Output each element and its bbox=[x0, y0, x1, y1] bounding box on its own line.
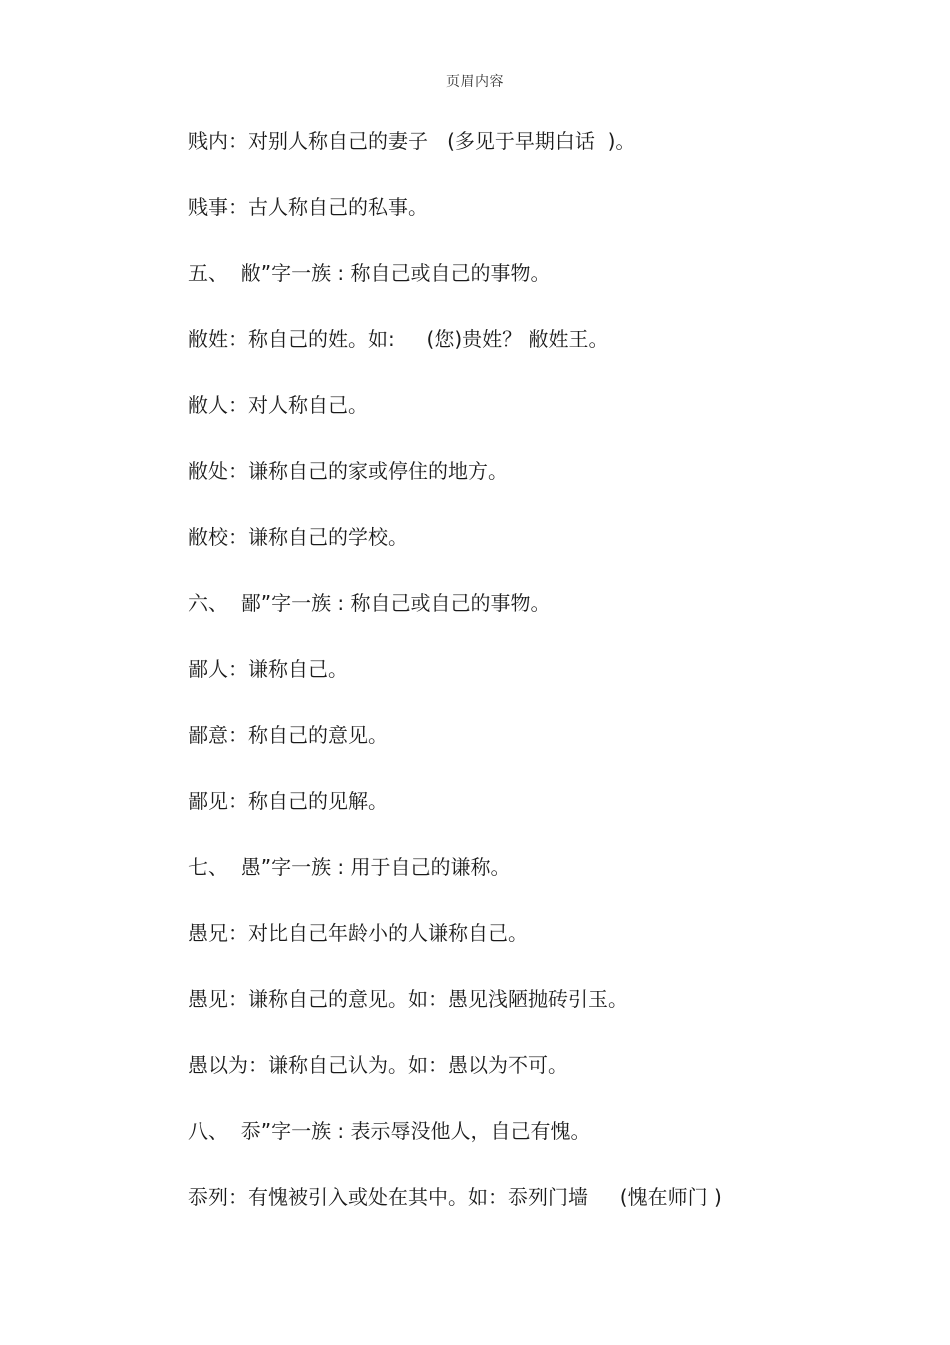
text-line: 敝姓：称自己的姓。如: (您)贵姓？ 敝姓王。 bbox=[188, 327, 609, 351]
section-heading: 七、 愚”字一族 : 用于自己的谦称。 bbox=[188, 855, 511, 879]
text-line: 贱事：古人称自己的私事。 bbox=[188, 195, 428, 219]
section-heading: 六、 鄙”字一族 : 称自己或自己的事物。 bbox=[188, 591, 551, 615]
text-line: 鄙意：称自己的意见。 bbox=[188, 723, 388, 747]
text-line: 敝处：谦称自己的家或停住的地方。 bbox=[188, 459, 508, 483]
text-line: 愚以为：谦称自己认为。如：愚以为不可。 bbox=[188, 1053, 568, 1077]
page-header: 页眉内容 bbox=[446, 74, 504, 90]
text-line: 敝校：谦称自己的学校。 bbox=[188, 525, 408, 549]
text-line: 贱内：对别人称自己的妻子 (多见于早期白话 )。 bbox=[188, 129, 636, 153]
text-line: 鄙见：称自己的见解。 bbox=[188, 789, 388, 813]
text-line: 愚兄：对比自己年龄小的人谦称自己。 bbox=[188, 921, 528, 945]
text-line: 敝人：对人称自己。 bbox=[188, 393, 368, 417]
text-line: 愚见：谦称自己的意见。如：愚见浅陋抛砖引玉。 bbox=[188, 987, 628, 1011]
text-line: 鄙人：谦称自己。 bbox=[188, 657, 348, 681]
document-body bbox=[188, 126, 908, 1248]
text-line: 忝列：有愧被引入或处在其中。如：忝列门墙 (愧在师门 ) bbox=[188, 1185, 722, 1209]
section-heading: 五、 敝”字一族 : 称自己或自己的事物。 bbox=[188, 261, 551, 285]
section-heading: 八、 忝”字一族 : 表示辱没他人，自己有愧。 bbox=[188, 1119, 591, 1143]
